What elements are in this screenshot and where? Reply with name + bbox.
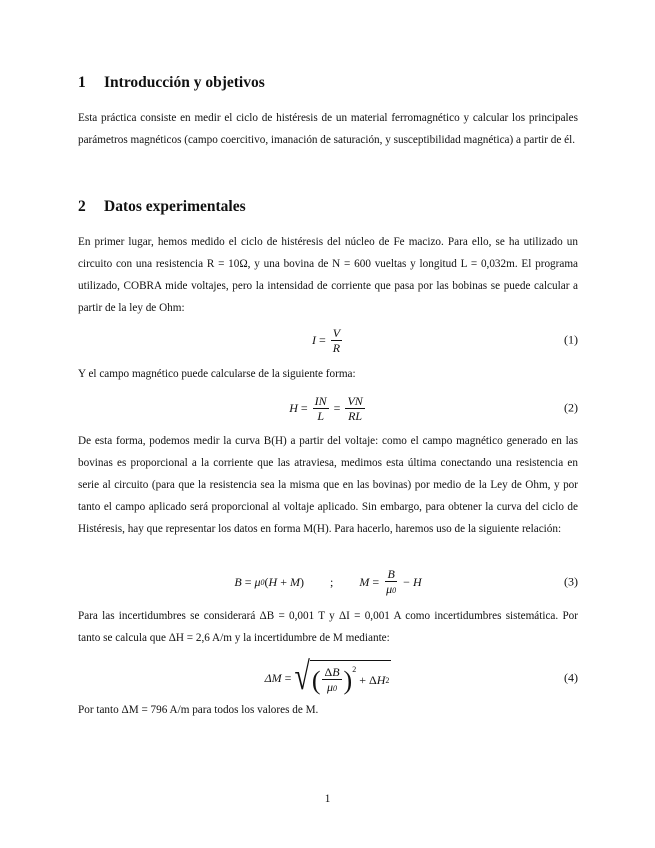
equation-4-body: ΔM = √ ( $\frac{\Delta B}{\mu 0}$ ) $^2$ + Δ H 2 [264, 655, 390, 699]
equation-1-body: I = $\frac{V}{R}$ [311, 325, 341, 355]
section-2-paragraph-2: Y el campo magnético puede calcularse de la siguiente forma: [78, 368, 356, 380]
section-2-heading [78, 198, 246, 216]
page-number: 1 [324, 793, 331, 805]
equation-4 [78, 655, 578, 699]
equation-3-body: B = μ 0 ( H + M ) ; M = $\frac{B}{\mu 0}$ − H [234, 566, 422, 596]
equation-1 [78, 322, 578, 358]
section-2-title: Datos experimentales [104, 198, 246, 215]
section-1-paragraph: Esta práctica consiste en medir el ciclo de histéresis de un material ferromagnético y calcular los principales parámetros magnéticos (campo coercitivo, imanación de saturación, y susceptibilidad magnética) a partir de él. [78, 112, 578, 146]
section-1-heading [78, 74, 265, 92]
section-1-number: 1 [78, 74, 86, 91]
equation-2 [78, 390, 578, 426]
section-2-number: 2 [78, 198, 86, 215]
equation-3 [78, 564, 578, 600]
section-2-paragraph-5: Por tanto ΔM = 796 A/m para todos los valores de M. [78, 704, 319, 716]
equation-3-number: (3) [564, 574, 578, 589]
equation-2-body: H = $\frac{IN}{L}$ = $\frac{VN}{RL}$ [289, 393, 363, 423]
section-1-title: Introducción y objetivos [104, 74, 265, 91]
equation-2-number: (2) [564, 400, 578, 415]
section-2-paragraph-4: Para las incertidumbres se considerará ΔB = 0,001 T y ΔI = 0,001 A como incertidumbres sistemática. Por tanto se calcula que ΔH = 2,6 A/m y la incertidumbre de M mediante: [78, 610, 578, 644]
equation-1-number: (1) [564, 332, 578, 347]
equation-4-number: (4) [564, 670, 578, 685]
section-2-paragraph-1: En primer lugar, hemos medido el ciclo de histéresis del núcleo de Fe macizo. Para ello, se ha utilizado un circuito con una resistencia R = 10Ω, y una bovina de N = 600 vueltas y longitud L = 0,032m. El programa utilizado, COBRA mide voltajes, pero la intensidad de corriente que pasa por las bobinas se puede calcular a partir de la ley de Ohm: [78, 236, 578, 314]
section-2-paragraph-3: De esta forma, podemos medir la curva B(H) a partir del voltaje: como el campo magnético generado en las bovinas es proporcional a la corriente que las atraviesa, medimos esta última conectando una resistencia en serie al circuito (para que la resistencia sea la misma que en las bovinas) por medio de la Ley de Ohm, y por tanto el campo aplicado será proporcional al voltaje aplicado. Sin embargo, para obtener la curva del ciclo de Histéresis, hay que representar los datos en forma M(H). Para hacerlo, haremos uso de la siguiente relación: [78, 435, 578, 535]
